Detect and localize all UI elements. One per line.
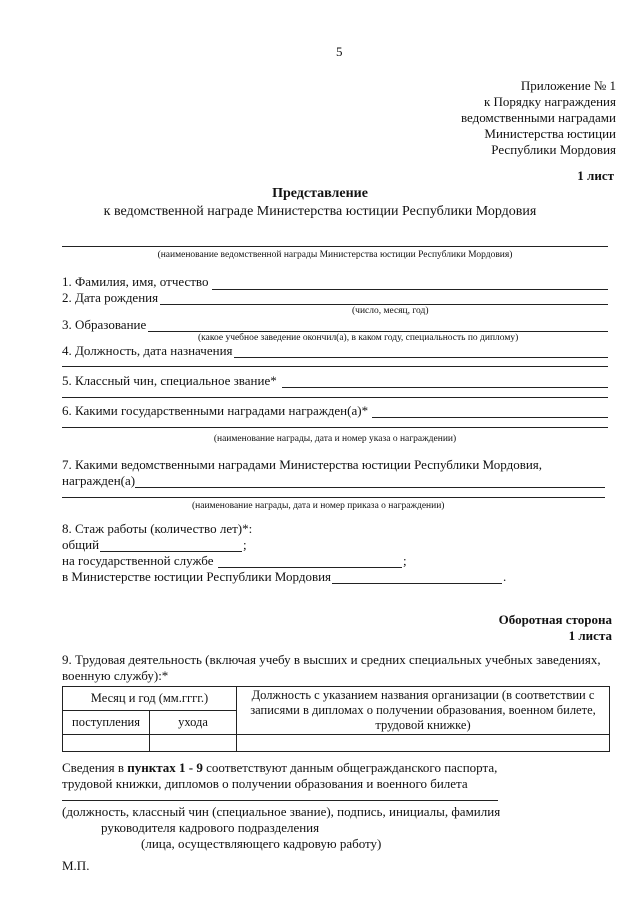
field-2-label: 2. Дата рождения [62,290,159,305]
reverse-side-line: Оборотная сторона [498,612,612,627]
header-position [237,687,610,735]
header-dates: Месяц и год (мм.гггг.) [63,687,237,711]
dept-awards-caption: (наименование награды, дата и номер приказа о награждении) [192,501,445,511]
appendix-block [461,78,616,158]
header-position-text: Должность с указанием названия организации (в соответствии с [251,688,595,702]
field-9-label: 9. Трудовая деятельность (включая учебу в высших и средних специальных учебных заведениях, [62,652,601,667]
state-awards-caption: (наименование награды, дата и номер указа о награждении) [213,434,457,444]
table-header-row [63,687,610,711]
cert-text-bold: пунктах 1 - 9 [127,760,203,775]
state-awards-line[interactable] [372,417,608,418]
award-name-line[interactable] [62,246,608,247]
document-subtitle: к ведомственной награде Министерства юстиции Республики Мордовия [103,204,537,219]
field-7-label: 7. Какими ведомственными наградами Министерства юстиции Республики Мордовия, [62,457,543,472]
ministry-service-line[interactable] [332,583,502,584]
appendix-line: Министерства юстиции [484,126,616,141]
position-line-2[interactable] [62,366,608,367]
cell-out[interactable] [150,735,237,752]
signature-line[interactable] [62,800,498,801]
reverse-side-label [499,612,612,644]
field-3-label: 3. Образование [62,317,147,332]
dept-awards-line-2[interactable] [62,497,605,498]
birth-date-caption: (число, месяц, год) [352,306,429,316]
rank-line[interactable] [282,387,608,388]
birth-date-line[interactable] [160,304,608,305]
header-out: ухода [150,711,237,735]
cert-text: соответствуют данным общегражданского паспорта, [202,760,498,775]
field-4-label: 4. Должность, дата назначения [62,343,233,358]
total-experience-line[interactable] [100,551,242,552]
signature-caption-3: (лица, осуществляющего кадровую работу) [141,836,382,851]
gov-service-line[interactable] [218,567,402,568]
punct: . [503,569,507,584]
field-6-label: 6. Какими государственными наградами награжден(а)* [62,403,369,418]
document-title: Представление [272,186,368,201]
cell-in[interactable] [63,735,150,752]
field-1-label: 1. Фамилия, имя, отчество [62,274,209,289]
dept-awards-line[interactable] [135,487,605,488]
rank-line-2[interactable] [62,397,608,398]
education-caption: (какое учебное заведение окончил(а), в каком году, специальность по диплому) [198,333,519,343]
appendix-line: к Порядку награждения [483,94,616,109]
full-name-line[interactable] [212,289,608,290]
table-row[interactable] [63,735,610,752]
certification-line-2: трудовой книжки, дипломов о получении образования и военного билета [62,776,468,791]
appendix-line: Республики Мордовия [491,142,616,157]
punct: ; [243,537,247,552]
award-name-caption: (наименование ведомственной награды Министерства юстиции Республики Мордовия) [157,250,513,260]
header-position-text: записями в дипломах о получении образования, военном билете, [250,703,596,717]
field-8-label: 8. Стаж работы (количество лет)*: [62,521,253,536]
cell-position[interactable] [237,735,610,752]
reverse-side-line: 1 листа [568,628,612,643]
state-awards-line-2[interactable] [62,427,608,428]
signature-caption-1: (должность, классный чин (специальное звание), подпись, инициалы, фамилия [62,804,501,819]
gov-service-label: на государственной службе [62,553,214,568]
seal-label: М.П. [62,858,90,873]
header-in: поступления [63,711,150,735]
page-number: 5 [336,44,343,59]
appendix-line: Приложение № 1 [520,78,616,93]
ministry-service-label: в Министерстве юстиции Республики Мордовия [62,569,332,584]
field-7-label-2: награжден(а) [62,473,136,488]
punct: ; [403,553,407,568]
cert-text: Сведения в [62,760,128,775]
total-experience-label: общий [62,537,100,552]
appendix-line: ведомственными наградами [460,110,616,125]
certification-line-1 [62,760,497,776]
signature-caption-2: руководителя кадрового подразделения [101,820,320,835]
sheet-label: 1 лист [577,168,614,183]
field-5-label: 5. Классный чин, специальное звание* [62,373,277,388]
position-line[interactable] [234,357,608,358]
field-9-label-2: военную службу):* [62,668,169,683]
work-history-table [62,686,610,752]
education-line[interactable] [148,331,608,332]
header-position-text: трудовой книжке) [375,718,471,732]
